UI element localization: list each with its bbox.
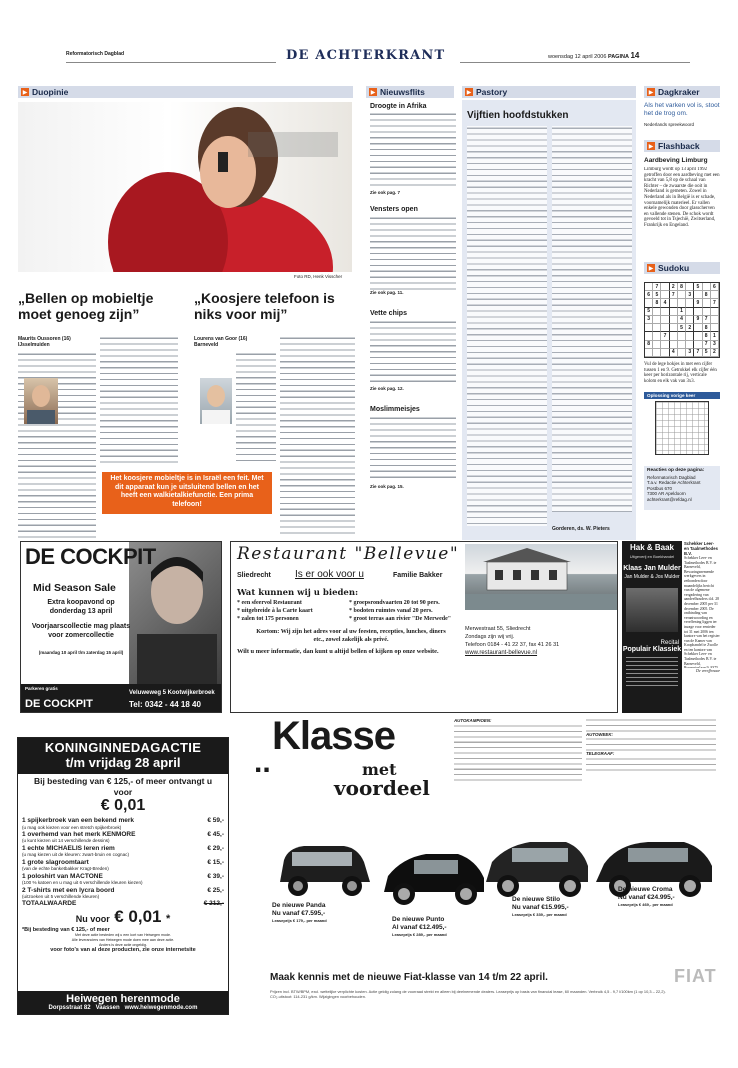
heiwegen-offer: Bij besteding van € 125,- of meer ontvangt u voor xyxy=(33,776,213,797)
sudoku-cell: 2 xyxy=(670,283,678,291)
product-sub: (van de echte banketbakker Kragt-Breden) xyxy=(22,866,109,872)
sudoku-cell: 4 xyxy=(661,299,669,307)
product-line xyxy=(22,817,224,825)
sudoku-cell[interactable] xyxy=(645,283,653,291)
masthead-title: DE ACHTERKRANT xyxy=(286,48,446,63)
heiwegen-web[interactable]: www.heiwegenmode.com xyxy=(124,1005,198,1011)
bellevue-web[interactable]: www.restaurant-bellevue.nl xyxy=(465,650,538,656)
sudoku-cell[interactable] xyxy=(711,308,719,316)
duopinie-banner: Het koosjere mobieltje is in Israël een feit. Met dit apparaat kun je uitsluitend bellen en het heeft een walkietalkiefunctie. Een prima telefoon! xyxy=(102,472,272,514)
haak-label: Recital xyxy=(660,640,679,646)
haak-artist: Klaas Jan Mulder xyxy=(623,565,681,572)
product-row xyxy=(22,845,224,858)
heiwegen-town: Vaassen xyxy=(95,1005,120,1011)
sudoku-cell: 7 xyxy=(661,332,669,340)
duopinie-left-byline: Maurits Oussoren (16) IJsselmuiden xyxy=(18,336,71,348)
nieuwsflits-body xyxy=(370,320,456,384)
product-row xyxy=(22,859,224,872)
car-croma-name: De nieuwe Croma xyxy=(618,886,673,893)
legal-body: Schekker Leer- en Taalmethodes B.V. te Barneveld, Bewaringsnemende werkgevers in zetbonden door maandelijks bericht van de algemene vergadering van aandeelhouders d.d. 28 december 2005 per 31 december 2005. De ontbinding van verantwoording en vereffening liggen ter inzage voor eenieder tot 31 mei 2006 ten kantore van het register van de Kamer van Koophandel te Zwolle en ten kantore van Schekker Leer- en Taalmethodes B.V. te Barneveld, xyxy=(684,556,720,666)
sudoku-cell: 7 xyxy=(703,316,711,324)
heiwegen-fine: Alle leveranciers van Heiwegen mode doen mee aan deze actie. xyxy=(71,938,175,943)
cockpit-ad xyxy=(20,541,222,713)
car-panda-name: De nieuwe Panda xyxy=(272,902,326,909)
sudoku-cell[interactable] xyxy=(686,332,694,340)
nu-voor-label: Nu voor xyxy=(75,914,110,925)
fiat-ad xyxy=(254,716,720,1016)
sudoku-cell[interactable] xyxy=(686,283,694,291)
sudoku-cell[interactable] xyxy=(686,316,694,324)
sudoku-cell: 3 xyxy=(686,349,694,357)
car-stilo-image xyxy=(482,828,592,904)
sudoku-cell[interactable] xyxy=(703,283,711,291)
fiat-logo: FIAT xyxy=(674,966,717,986)
car-punto-image xyxy=(380,838,488,912)
haak-artist2: Jan Mulder & Jos Mulder xyxy=(624,574,680,580)
sudoku-grid xyxy=(644,282,720,358)
pastory-col1 xyxy=(467,126,547,526)
heiwegen-subtitle: t/m vrijdag 28 april xyxy=(65,755,181,770)
pastory-label: Pastory xyxy=(476,87,508,97)
nieuwsflits-ref: Zie ook pag. 15. xyxy=(370,484,404,489)
flashback-title: Aardbeving Limburg xyxy=(644,157,708,164)
sudoku-cell[interactable] xyxy=(661,341,669,349)
nieuwsflits-body xyxy=(370,112,456,190)
product-line xyxy=(22,831,224,839)
sudoku-cell[interactable] xyxy=(661,308,669,316)
car-croma-price: Nu vanaf €24.995,- xyxy=(618,894,675,901)
car-stilo-price: Nu vanaf €15.995,- xyxy=(512,904,569,911)
sudoku-cell: 1 xyxy=(711,332,719,340)
product-name: 1 spijkerbroek van een bekend merk xyxy=(22,817,134,824)
heiwegen-products xyxy=(18,815,228,899)
cockpit-dates: (maandag 10 april t/m zaterdag 15 april) xyxy=(38,650,124,655)
bellevue-tagline: Is er ook voor u xyxy=(295,569,364,580)
bellevue-item: * zalen tot 175 personen xyxy=(237,616,299,622)
product-sub: (100 % katoen en u mag uit 6 verschillende kleuren kiezen) xyxy=(22,880,143,886)
duopinie-right-col1 xyxy=(236,352,276,464)
car-croma-lease: Leaseprijs € 469,- per maand xyxy=(618,902,673,907)
product-price: € 59,- xyxy=(207,817,224,824)
sudoku-cell[interactable] xyxy=(670,308,678,316)
bellevue-title: Restaurant "Bellevue" xyxy=(237,544,460,564)
legal-title: Schekker Leer- en Taalmethodes B.V. xyxy=(684,541,718,556)
product-line xyxy=(22,887,224,895)
sudoku-cell: 3 xyxy=(686,291,694,299)
quote-source: AUTOWEEK: xyxy=(586,732,613,737)
fiat-fineprint: Prijzen incl. BTW/BPM, excl. wettelijke verplichte kosten. Actie geldig zolang de voorraad strekt en alleen bij deelnemende dealers. Leaseprijs op basis van financial lease, 60 maanden. Verbruik 4,5 - 9,7 l/100km (1 op 10,3 – 22,2). CO₂-uitstoot: 114-231 g/km. Wijzigingen voorbehouden. xyxy=(270,989,666,999)
heiwegen-store: Heiwegen herenmode xyxy=(66,993,180,1005)
bellevue-item: * bodoten ruimtes vanaf 20 pers. xyxy=(349,608,433,614)
car-panda-lease: Leaseprijs € 179,- per maand xyxy=(272,918,327,923)
sudoku-cell: 4 xyxy=(678,316,686,324)
bellevue-item: * een sfeervol Restaurant xyxy=(237,600,302,606)
bellevue-kortom: Kortom: Wij zijn het adres voor al uw feesten, recepties, lunches, diners etc., zowel zakelijk als privé. xyxy=(256,628,446,643)
sudoku-cell[interactable] xyxy=(711,316,719,324)
bellevue-item: * groot terras aan rivier "De Merwede" xyxy=(349,616,452,622)
quote-source: TELEGRAAF: xyxy=(586,751,615,757)
nieuwsflits-ref: Zie ook pag. 11. xyxy=(370,290,404,295)
sudoku-cell[interactable] xyxy=(653,316,661,324)
sudoku-cell[interactable] xyxy=(686,299,694,307)
masthead-left: Reformatorisch Dagblad xyxy=(66,51,125,57)
pastory-col2 xyxy=(552,126,632,512)
sudoku-cell[interactable] xyxy=(653,324,661,332)
arrow-icon: ▶ xyxy=(648,264,654,272)
sudoku-instructions: Vul de lege hokjes in met een cijfer tussen 1 en 9. Getrokkel elk cijfer één keer per horizontale rij, verticale kolom en elk vak van 3x3. xyxy=(644,362,717,384)
sudoku-cell[interactable] xyxy=(661,291,669,299)
flashback-body: Limburg wordt op 13 april 1992 getroffen door een aardbeving met een kracht van 5,8 op de schaal van Richter – de zwaarste die ooit in Nederland is gemeten. Zowel in Nederland als in België is er schade, voornamelijk materieel. Er vallen enkele gewonden door glasscherven en vallende stenen. De schok wordt gevoeld tot in Tsjechië, Zwitserland, Frankrijk en Engeland. xyxy=(644,167,720,228)
car-panda-image xyxy=(274,834,374,904)
reacties-box xyxy=(644,466,720,510)
nu-voor-price: € 0,01 xyxy=(114,907,162,927)
nieuwsflits-item-title: Vette chips xyxy=(370,310,407,317)
sudoku-cell: 3 xyxy=(711,341,719,349)
sudoku-cell: 5 xyxy=(703,349,711,357)
bellevue-owner: Familie Bakker xyxy=(393,572,443,579)
sudoku-solution-label: Oplossing vorige keer xyxy=(644,392,720,399)
product-line xyxy=(22,845,224,853)
sudoku-cell[interactable] xyxy=(670,332,678,340)
sudoku-cell[interactable] xyxy=(703,308,711,316)
sudoku-cell[interactable] xyxy=(678,299,686,307)
sudoku-cell[interactable] xyxy=(711,291,719,299)
left-avatar xyxy=(24,378,58,424)
car-panda-price: Nu vanaf €7.595,- xyxy=(272,910,326,917)
sudoku-cell[interactable] xyxy=(661,283,669,291)
nieuwsflits-item-title: Moslimmeisjes xyxy=(370,406,420,413)
bellevue-hours: Zondags zijn wij vrij. xyxy=(465,634,515,640)
product-row xyxy=(22,831,224,844)
nieuwsflits-header xyxy=(366,86,454,98)
cockpit-tel: Tel: 0342 - 44 18 40 xyxy=(129,700,201,709)
legal-notice xyxy=(684,541,720,681)
sudoku-cell: 5 xyxy=(678,324,686,332)
product-line xyxy=(22,873,224,881)
dagkraker-label: Dagkraker xyxy=(658,87,700,97)
cockpit-address: Veluweweg 5 Kootwijkerbroek xyxy=(129,690,215,696)
sudoku-cell: 5 xyxy=(694,283,702,291)
reacties-line: 7300 AR Apeldoorn xyxy=(647,491,686,497)
nieuwsflits-ref: Zie ook pag. 7 xyxy=(370,190,401,195)
product-sub: (u mag kiezen uit de kleuren: zwart-bruin en cognac) xyxy=(22,852,129,858)
bellevue-item: * uitgebreide à la Carte kaart xyxy=(237,608,313,614)
arrow-icon: ▶ xyxy=(648,88,654,96)
arrow-icon: ▶ xyxy=(22,88,28,96)
nieuwsflits-item-title: Vensters open xyxy=(370,206,418,213)
reacties-line: Postbus 670 xyxy=(647,485,673,491)
product-row xyxy=(22,873,224,886)
car-punto-name: De nieuwe Punto xyxy=(392,916,445,923)
dagkraker-quote: Als het varken vol is, stoot het de trog om. xyxy=(644,102,720,117)
fiat-quote-block-2 xyxy=(586,718,716,788)
reacties-line: Reformatorisch Dagblad xyxy=(647,475,696,480)
bellevue-footer: Wilt u meer informatie, dan kunt u altijd bellen of kijken op onze website. xyxy=(237,648,439,655)
sudoku-cell[interactable] xyxy=(694,291,702,299)
nieuwsflits-body xyxy=(370,416,456,480)
sudoku-cell: 2 xyxy=(686,324,694,332)
bellevue-item: * groepsrondvaarten 20 tot 90 pers. xyxy=(349,600,440,606)
pastory-author: Gorderen, ds. W. Pieters xyxy=(552,526,610,532)
duopinie-left-headline: „Bellen op mobieltje moet genoeg zijn” xyxy=(18,290,154,322)
reacties-line: T.a.v. Redactie Achterkrant xyxy=(647,480,701,486)
masthead-rule-left xyxy=(66,62,276,63)
nieuwsflits-label: Nieuwsflits xyxy=(380,87,425,97)
legal-sign: De vereffenaar xyxy=(696,668,720,673)
pastory-header xyxy=(462,86,636,98)
product-price: € 29,- xyxy=(207,844,224,852)
sudoku-cell: 7 xyxy=(670,291,678,299)
dagkraker-source: Nederlands spreekwoord xyxy=(644,122,695,127)
sudoku-cell[interactable] xyxy=(670,299,678,307)
flashback-label: Flashback xyxy=(658,141,700,151)
car-punto-price: Al vanaf €12.495,- xyxy=(392,924,447,931)
fiat-headline-big: Klasse xyxy=(272,716,395,758)
heiwegen-footer xyxy=(18,991,228,1014)
sudoku-cell[interactable] xyxy=(645,299,653,307)
haak-subtitle: Uitgeverij en Boekhandel xyxy=(629,554,675,559)
haak-ad xyxy=(622,541,682,713)
sudoku-cell: 5 xyxy=(645,308,653,316)
quote-source: AUTOKAMPIOEN: xyxy=(454,718,492,723)
product-sub: (u kunt kiezen uit 14 verschillende dessins) xyxy=(22,838,110,844)
sudoku-cell: 8 xyxy=(653,299,661,307)
sudoku-cell[interactable] xyxy=(661,316,669,324)
fiat-headline-voordeel: voordeel xyxy=(334,776,430,800)
right-avatar xyxy=(200,378,232,424)
sudoku-label: Sudoku xyxy=(658,263,690,273)
car-punto-lease: Leaseprijs € 289,- per maand xyxy=(392,932,447,937)
sudoku-cell[interactable] xyxy=(653,349,661,357)
sudoku-cell[interactable] xyxy=(678,332,686,340)
reacties-title: Reacties op deze pagina: xyxy=(647,468,705,473)
sudoku-cell[interactable] xyxy=(694,308,702,316)
nieuwsflits-body xyxy=(370,216,456,290)
portrait-boy-icon xyxy=(24,378,58,424)
reacties-email[interactable]: achterkrant@refdag.nl xyxy=(647,496,692,502)
sudoku-cell: 8 xyxy=(645,341,653,349)
product-name: 1 poloshirt van MACTONE xyxy=(22,872,103,880)
product-sub: (uitzoeken uit 5 verschillende kleuren) xyxy=(22,894,100,900)
dagkraker-header xyxy=(644,86,720,98)
product-name: 1 grote slagroomtaart xyxy=(22,858,89,866)
sudoku-cell[interactable] xyxy=(670,324,678,332)
product-row xyxy=(22,887,224,900)
bellevue-ad xyxy=(230,541,618,713)
fiat-dots: .. xyxy=(254,746,271,779)
arrow-icon: ▶ xyxy=(466,88,472,96)
bellevue-place: Sliedrecht xyxy=(237,572,271,579)
total-label: TOTAALWAARDE xyxy=(22,900,77,908)
sudoku-cell: 7 xyxy=(703,341,711,349)
sudoku-cell: 2 xyxy=(711,349,719,357)
nu-voor-asterisk: * xyxy=(165,913,171,926)
sudoku-cell[interactable] xyxy=(645,349,653,357)
bellevue-photo xyxy=(465,544,617,610)
sudoku-cell[interactable] xyxy=(694,341,702,349)
duopinie-left-col2 xyxy=(100,336,178,466)
total-value: € 212,- xyxy=(203,900,224,908)
sudoku-cell: 8 xyxy=(703,324,711,332)
flashback-header xyxy=(644,140,720,152)
sudoku-cell: 6 xyxy=(645,291,653,299)
page-number: 14 xyxy=(630,51,640,60)
heiwegen-fine: Met deze actie besteden wij u een kort van Heiwegen mode. xyxy=(74,933,172,938)
haak-fineprint xyxy=(626,657,678,687)
cockpit-brand: DE COCKPIT xyxy=(25,544,156,569)
fiat-headline-met: met xyxy=(362,760,397,779)
haak-title: Hak & Baak xyxy=(629,543,675,552)
sudoku-cell: 8 xyxy=(703,332,711,340)
bellevue-phone: Telefoon 0184 - 41 22 37, fax 41 26 31 xyxy=(465,642,560,648)
sudoku-header xyxy=(644,262,720,274)
duopinie-header xyxy=(18,86,353,98)
sudoku-cell[interactable] xyxy=(694,324,702,332)
arrow-icon: ▶ xyxy=(370,88,376,96)
duopinie-label: Duopinie xyxy=(32,87,69,97)
sudoku-cell[interactable] xyxy=(686,308,694,316)
sudoku-cell: 9 xyxy=(694,299,702,307)
sudoku-cell[interactable] xyxy=(661,349,669,357)
bellevue-address: Merwestraat 55, Sliedrecht xyxy=(465,626,531,632)
masthead-rule-right xyxy=(460,62,690,63)
sudoku-cell[interactable] xyxy=(653,332,661,340)
pastory-title: Vijftien hoofdstukken xyxy=(467,110,569,121)
sudoku-cell[interactable] xyxy=(694,332,702,340)
sudoku-solution-grid xyxy=(655,401,709,455)
restaurant-building-icon xyxy=(465,544,617,610)
product-sub: (u mag ook kiezen voor een stretch spijkerbroek) xyxy=(22,824,122,830)
product-name: 2 T-shirts met een lycra boord xyxy=(22,886,115,894)
cockpit-sale: Mid Season Sale xyxy=(33,582,116,594)
sudoku-cell: 7 xyxy=(653,283,661,291)
duopinie-photo xyxy=(18,102,352,272)
product-price: € 45,- xyxy=(207,830,224,838)
duopinie-right-col2 xyxy=(280,336,355,536)
sudoku-cell: 4 xyxy=(670,349,678,357)
cockpit-logo: DE COCKPIT xyxy=(25,698,93,710)
product-row xyxy=(22,817,224,830)
sudoku-cell: 8 xyxy=(678,283,686,291)
sudoku-cell[interactable] xyxy=(678,341,686,349)
heiwegen-header xyxy=(18,738,228,774)
heiwegen-note: *Bij besteding van € 125,- of meer xyxy=(22,927,110,934)
car-stilo-name: De nieuwe Stilo xyxy=(512,896,561,903)
sudoku-cell[interactable] xyxy=(653,308,661,316)
sudoku-cell: 3 xyxy=(645,316,653,324)
cockpit-parking: Parkeren gratis xyxy=(25,686,58,691)
sudoku-cell: 7 xyxy=(711,299,719,307)
sudoku-cell[interactable] xyxy=(670,341,678,349)
sudoku-cell: 5 xyxy=(653,291,661,299)
sudoku-cell[interactable] xyxy=(645,324,653,332)
cockpit-extra: Extra koopavond op donderdag 13 april xyxy=(47,599,115,615)
duopinie-right-byline: Lourens van Goor (16) Barneveld xyxy=(194,336,248,348)
sudoku-cell[interactable] xyxy=(653,341,661,349)
sudoku-cell[interactable] xyxy=(686,341,694,349)
sudoku-cell: 6 xyxy=(711,283,719,291)
heiwegen-ad xyxy=(17,737,229,1015)
product-name: 1 echte MICHAELIS leren riem xyxy=(22,844,115,852)
portrait-boy2-icon xyxy=(200,378,232,424)
date-text: woensdag 12 april 2006 xyxy=(548,54,607,60)
fiat-quote-block-1 xyxy=(454,718,582,788)
sudoku-cell[interactable] xyxy=(645,332,653,340)
car-stilo-lease: Leaseprijs € 339,- per maand xyxy=(512,912,567,917)
haak-series: Populair Klassiek xyxy=(622,646,682,653)
heiwegen-voorfoto: voor foto's van al deze producten, zie onze internetsite xyxy=(50,947,196,954)
heiwegen-total-row xyxy=(18,900,228,907)
masthead-date xyxy=(548,51,639,60)
sudoku-cell[interactable] xyxy=(703,299,711,307)
product-line xyxy=(22,859,224,867)
sudoku-cell[interactable] xyxy=(670,316,678,324)
photo-credit: Foto RD, Henk Visscher xyxy=(294,274,343,279)
cockpit-voorjaar: Voorjaarscollectie mag plaats voor zomercollectie xyxy=(31,623,131,639)
heiwegen-address-line xyxy=(18,1005,228,1011)
bellevue-wat: Wat kunnen wij u bieden: xyxy=(237,588,359,598)
haak-cover xyxy=(626,588,678,632)
product-price: € 39,- xyxy=(207,872,224,880)
product-price: € 25,- xyxy=(207,886,224,894)
arrow-icon: ▶ xyxy=(648,142,654,150)
fiat-tagline: Maak kennis met de nieuwe Fiat-klasse van 14 t/m 22 april. xyxy=(270,972,548,983)
duopinie-right-headline: „Koosjere telefoon is niks voor mij” xyxy=(194,290,335,322)
sudoku-cell: 8 xyxy=(703,291,711,299)
heiwegen-nuvoor xyxy=(18,907,228,927)
sudoku-cell[interactable] xyxy=(711,324,719,332)
page-label: PAGINA xyxy=(607,54,629,60)
heiwegen-price: € 0,01 xyxy=(100,797,146,814)
nieuwsflits-ref: Zie ook pag. 12. xyxy=(370,386,404,391)
product-name: 1 overhemd van het merk KENMORE xyxy=(22,830,136,838)
sudoku-cell[interactable] xyxy=(678,291,686,299)
product-price: € 15,- xyxy=(207,858,224,866)
heiwegen-title: KONINGINNEDAGACTIE xyxy=(44,740,202,755)
sudoku-cell[interactable] xyxy=(661,324,669,332)
photo-woman-phone xyxy=(18,102,352,272)
sudoku-cell: 9 xyxy=(694,316,702,324)
heiwegen-fine: Anders is deze actie ongeldig. xyxy=(99,942,147,947)
sudoku-cell: 1 xyxy=(678,308,686,316)
nieuwsflits-item-title: Droogte in Afrika xyxy=(370,103,427,110)
heiwegen-addr: Dorpsstraat 82 xyxy=(48,1005,91,1011)
sudoku-cell: 7 xyxy=(694,349,702,357)
sudoku-cell[interactable] xyxy=(678,349,686,357)
